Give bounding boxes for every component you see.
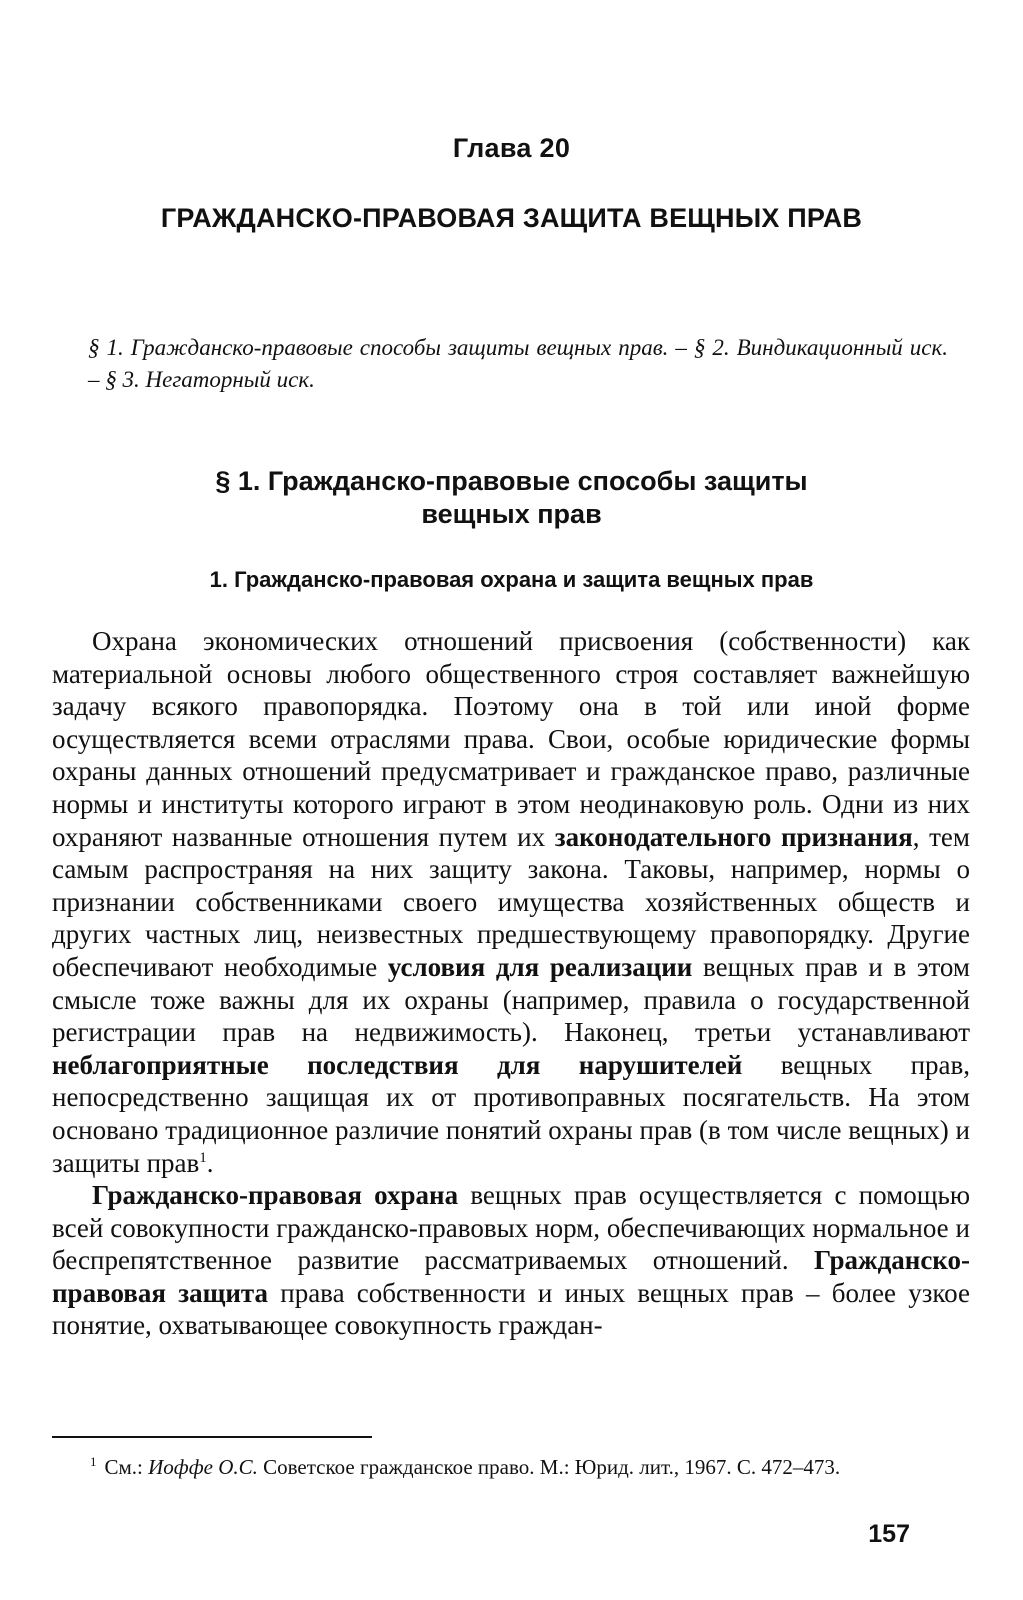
footnote-author: Иоффе О.С. <box>148 1455 258 1479</box>
footnote-prefix: См.: <box>104 1455 149 1479</box>
p1-text-2: , тем самым распространяя на них защиту закона. Таковы, например, нормы о признании собственниками своего имущества хозяйственных обществ и других частных лиц, неизвестных предшествующему правопорядку. Другие обеспечивают необходимые <box>52 821 970 982</box>
section-heading-line-1: § 1. Гражданско-правовые способы защиты <box>215 466 808 496</box>
paragraph-2 <box>52 1179 970 1342</box>
footnote-reference[interactable]: 1 <box>199 1149 207 1166</box>
chapter-contents: § 1. Гражданско-правовые способы защиты вещных прав. – § 2. Виндикационный иск. – § 3. Негаторный иск. <box>88 335 948 392</box>
footnote-divider <box>52 1436 372 1438</box>
p1-text-1: Охрана экономических отношений присвоения (собственности) как материальной основы любого общественного строя составляет важнейшую задачу всякого правопорядка. Поэтому она в той или иной форме осуществляется всеми отраслями права. Свои, особые юридические формы охраны данных отношений предусматривает и гражданское право, различные нормы и институты которого играют в этом неодинаковую роль. Одни из них охраняют названные отношения путем их <box>52 626 970 852</box>
p2-bold-1: Гражданско-правовая охрана <box>92 1180 459 1211</box>
p2-text-1: вещных прав осуществляется с помощью всей совокупности гражданско-правовых норм, обеспечивающих нормальное и беспрепятственное развитие рассматриваемых отношений. <box>52 1180 970 1276</box>
footnote-source: Советское гражданское право. М.: Юрид. лит., 1967. С. 472–473. <box>257 1455 841 1479</box>
page-number: 157 <box>868 1520 910 1548</box>
paragraph-1 <box>52 625 970 1179</box>
chapter-title: ГРАЖДАНСКО-ПРАВОВАЯ ЗАЩИТА ВЕЩНЫХ ПРАВ <box>160 203 863 233</box>
p1-bold-3: неблагоприятные последствия для нарушителей <box>52 1049 743 1080</box>
footnote <box>90 1453 970 1481</box>
p1-bold-1: законодательного признания <box>554 821 913 852</box>
body-text <box>52 625 970 1342</box>
subsection-heading: 1. Гражданско-правовая охрана и защита вещных прав <box>209 567 814 592</box>
p2-text-2: права собственности и иных вещных прав – более узкое понятие, охватывающее совокупность граждан- <box>52 1277 970 1341</box>
p1-text-3: вещных прав и в этом смысле тоже важны для их охраны (например, правила о государственной регистрации прав на недвижимость). Наконец, третьи устанавливают <box>52 951 970 1048</box>
section-heading <box>0 465 1023 531</box>
p1-text-5: . <box>206 1147 214 1178</box>
footnote-mark: 1 <box>90 1454 97 1469</box>
p1-bold-2: условия для реализации <box>387 951 693 982</box>
chapter-label: Глава 20 <box>452 133 571 163</box>
p2-bold-2: Гражданско-правовая защита <box>52 1245 970 1308</box>
p1-text-4: вещных прав, непосредственно защищая их от противоправных посягательств. На этом основано традиционное различие понятий охраны прав (в том числе вещных) и защиты прав <box>52 1049 970 1178</box>
section-heading-line-2: вещных прав <box>421 499 602 529</box>
